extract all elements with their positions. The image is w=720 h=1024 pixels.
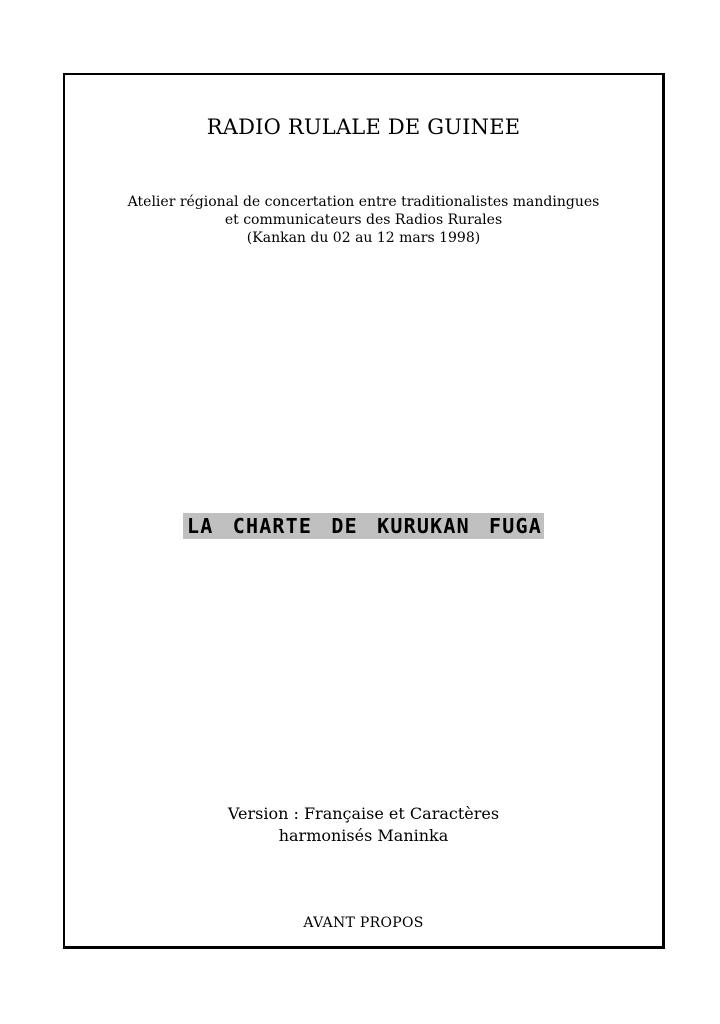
- workshop-description: [65, 193, 662, 247]
- version-line-2: harmonisés Maninka: [278, 826, 449, 845]
- workshop-line-2: et communicateurs des Radios Rurales: [224, 212, 503, 228]
- document-page: [63, 73, 665, 949]
- main-title: LA CHARTE DE KURUKAN FUGA: [183, 513, 544, 539]
- main-title-container: [65, 513, 662, 539]
- workshop-line-1: Atelier régional de concertation entre traditionalistes mandingues: [127, 194, 600, 210]
- section-heading-foreword: AVANT PROPOS: [303, 915, 424, 931]
- organization-title: RADIO RULALE DE GUINEE: [206, 115, 521, 139]
- workshop-line-3: (Kankan du 02 au 12 mars 1998): [246, 230, 481, 246]
- version-info: [65, 803, 662, 847]
- version-line-1: Version : Française et Caractères: [227, 804, 500, 823]
